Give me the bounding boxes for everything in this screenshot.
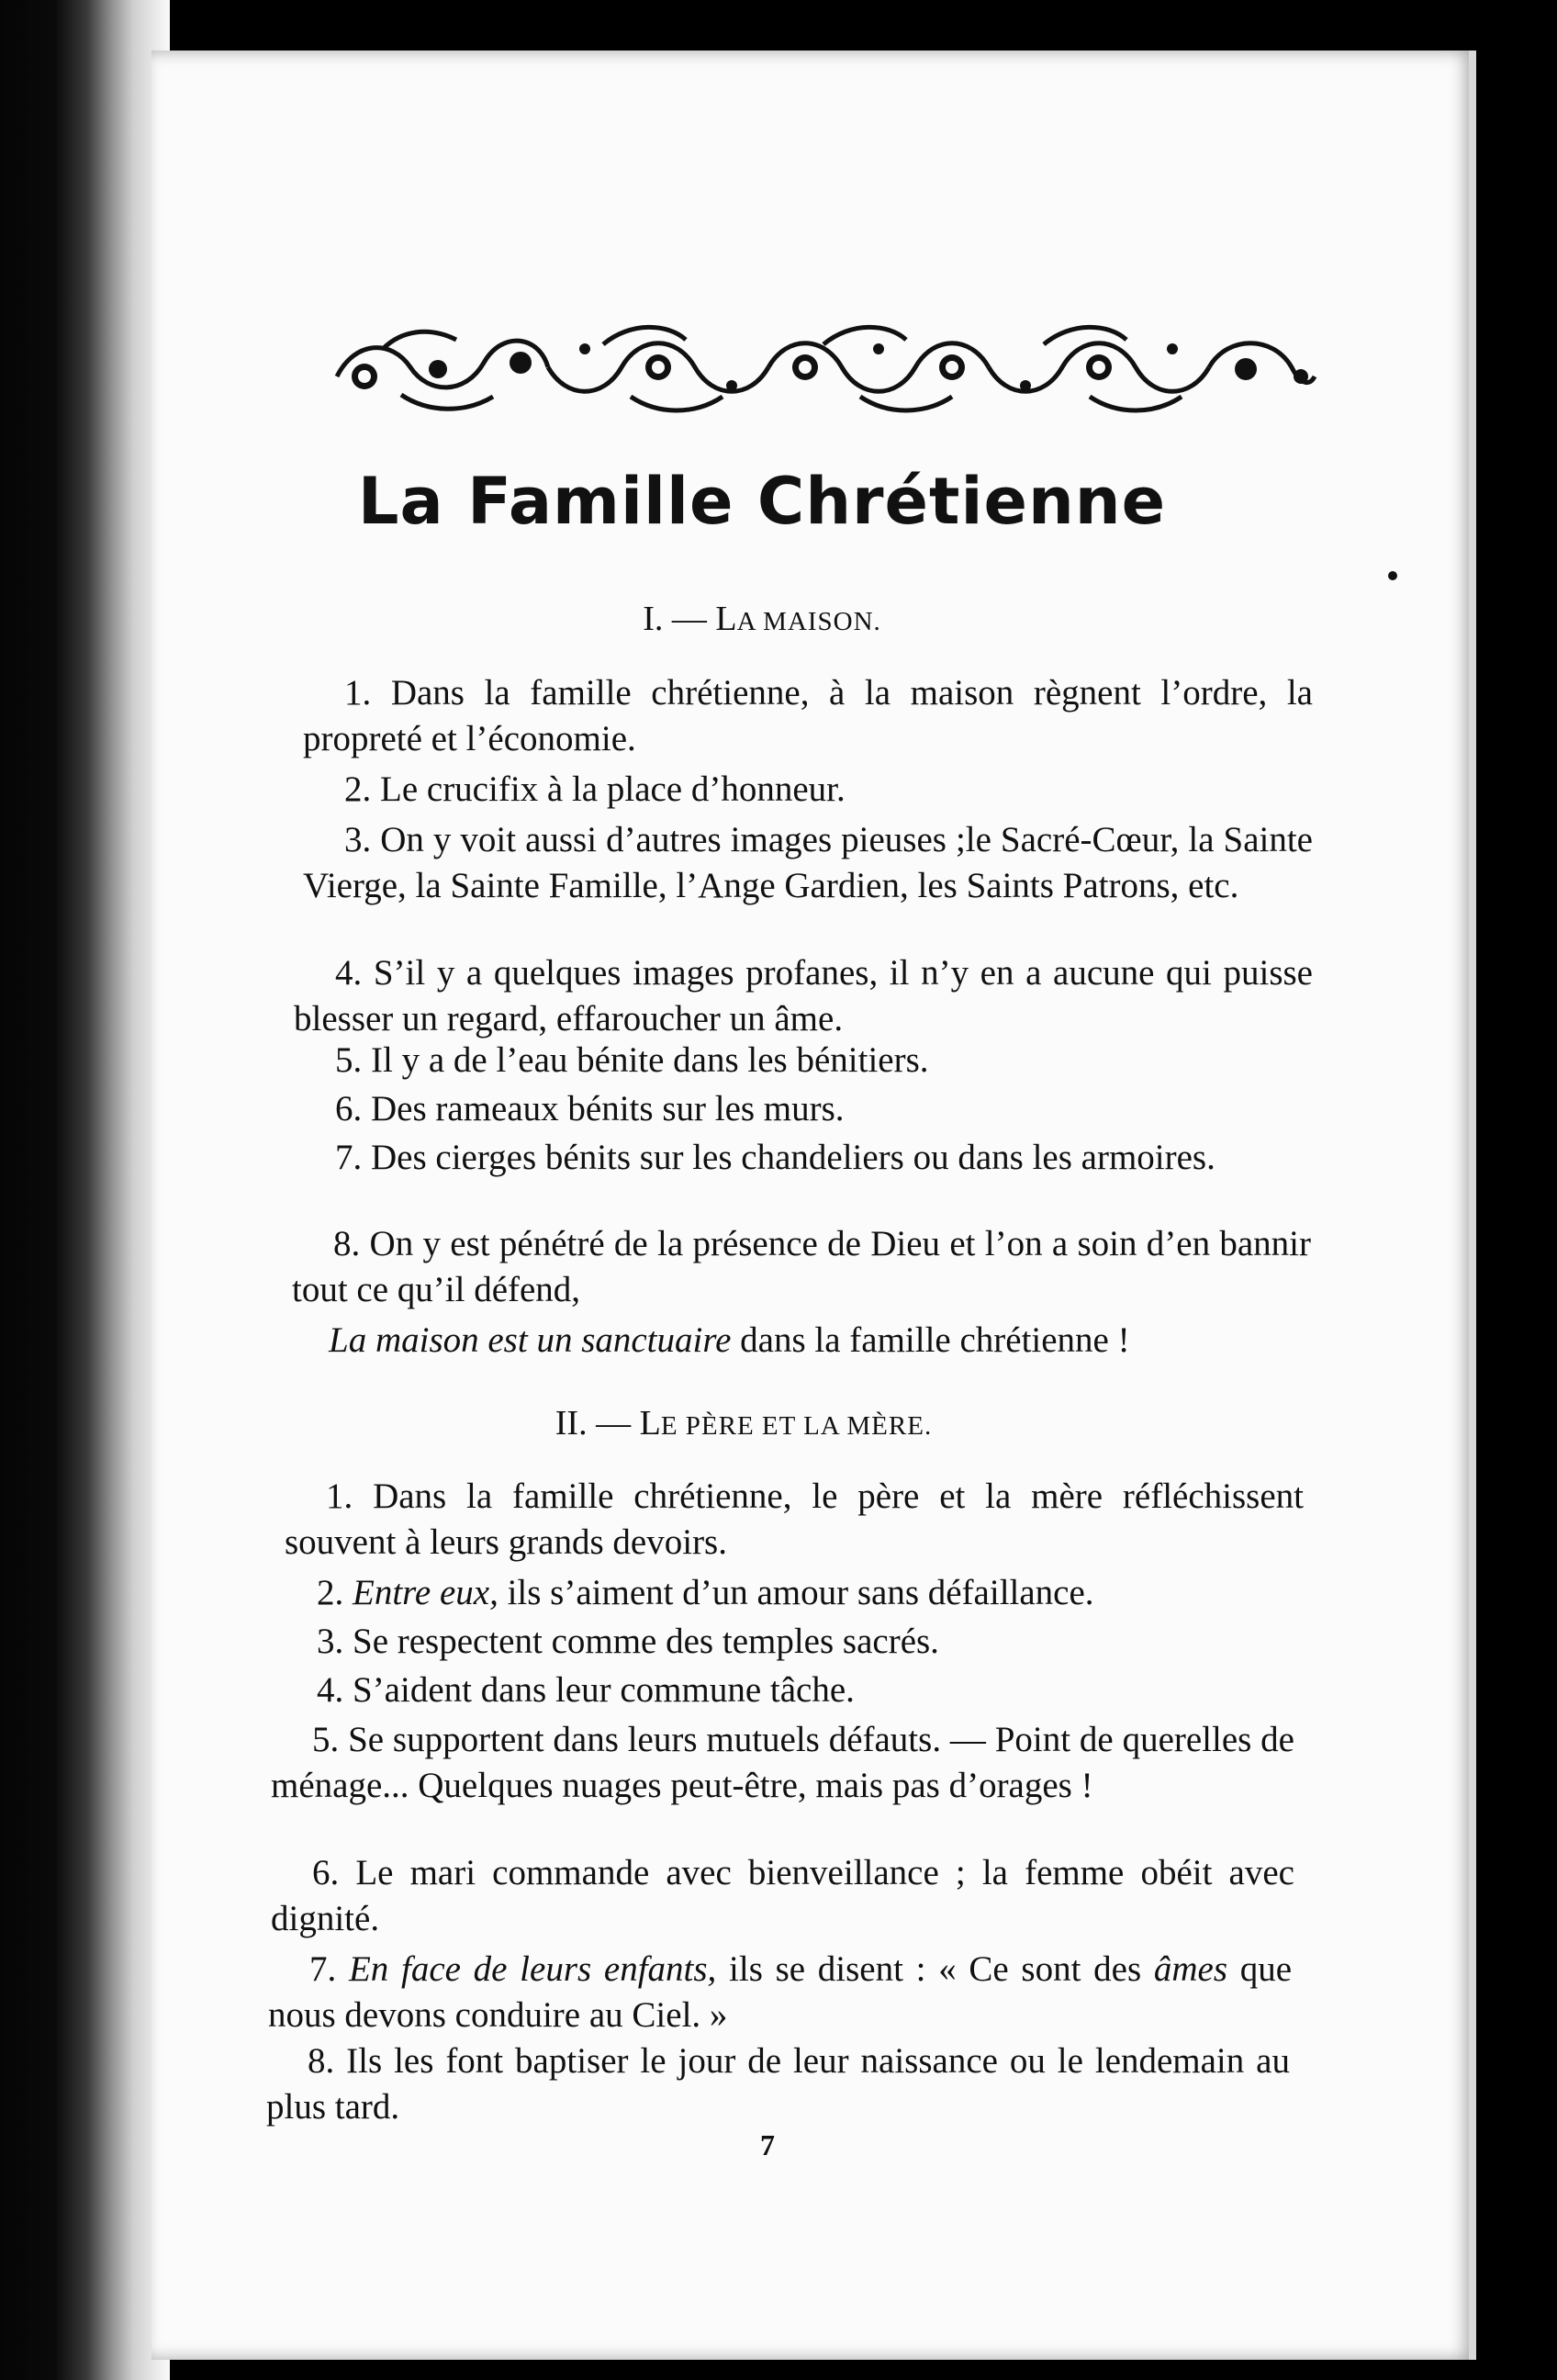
p2-italic: Entre eux,	[353, 1573, 498, 1612]
decorative-ornament-header	[328, 312, 1319, 422]
speck	[1388, 571, 1397, 580]
p7-rest-2: que nous devons conduire au Ciel. »	[268, 1949, 1293, 2035]
p7-italic: En face de leurs enfants,	[348, 1949, 717, 1989]
section-1-heading: A MAISON.	[736, 607, 881, 636]
section-1-initial: L	[715, 600, 737, 638]
paragraph-1-3: 3. On y voit aussi d’autres images pieuses ;le Sacré-Cœur, la Sainte Vierge, la Sainte Famille, l’Ange Gardien, les Saints Patrons, etc.	[303, 820, 1313, 905]
page-title: La Famille Chrétienne	[357, 464, 1167, 539]
p2-rest: ils s’aiment d’un amour sans défaillance.	[507, 1573, 1094, 1612]
closing-italic: La maison est un sanctuaire	[329, 1320, 732, 1360]
paragraph-1-5: 5. Il y a de l’eau bénite dans les bénitiers.	[335, 1040, 929, 1080]
section-heading-1	[303, 599, 1221, 639]
paragraph-1-1: 1. Dans la famille chrétienne, à la maison règnent l’ordre, la propreté et l’économie.	[303, 673, 1313, 758]
paragraph-2-2	[275, 1570, 1294, 1616]
book-spine	[0, 0, 170, 2380]
paragraph-1-closing	[292, 1318, 1311, 1364]
p7-italic-2: âmes	[1153, 1949, 1228, 1989]
paragraph-2-4: 4. S’aident dans leur commune tâche.	[317, 1670, 855, 1710]
p7-num: 7.	[309, 1949, 337, 1989]
closing-rest: dans la famille chrétienne !	[740, 1320, 1130, 1360]
paragraph-2-6: 6. Le mari commande avec bienveillance ; la femme obéit avec dignité.	[271, 1853, 1294, 1938]
section-2-initial: L	[639, 1404, 661, 1443]
paragraph-2-1: 1. Dans la famille chrétienne, le père et la mère réfléchissent souvent à leurs grands devoirs.	[285, 1476, 1304, 1562]
paragraph-2-5: 5. Se supportent dans leurs mutuels défauts. — Point de querelles de ménage... Quelques nuages peut-être, mais pas d’orages !	[271, 1720, 1294, 1805]
paragraph-1-6: 6. Des rameaux bénits sur les murs.	[335, 1089, 845, 1128]
section-heading-2	[285, 1403, 1203, 1443]
section-2-heading: E PÈRE ET LA MÈRE.	[660, 1411, 933, 1441]
paragraph-2-3: 3. Se respectent comme des temples sacrés.	[317, 1622, 939, 1661]
p2-num: 2.	[317, 1573, 344, 1612]
paragraph-2-8: 8. Ils les font baptiser le jour de leur naissance ou le lendemain au plus tard.	[266, 2041, 1290, 2127]
page-number: 7	[760, 2128, 775, 2161]
paragraph-1-7: 7. Des cierges bénits sur les chandeliers ou dans les armoires.	[335, 1138, 1215, 1177]
paragraph-2-7	[268, 1947, 1292, 2038]
section-1-number: I. —	[643, 600, 707, 638]
paragraph-1-2: 2. Le crucifix à la place d’honneur.	[344, 769, 846, 809]
paragraph-1-8: 8. On y est pénétré de la présence de Dieu et l’on a soin d’en bannir tout ce qu’il défend,	[292, 1224, 1311, 1309]
section-2-number: II. —	[554, 1404, 632, 1443]
page-edge	[1469, 51, 1476, 2360]
paragraph-1-4: 4. S’il y a quelques images profanes, il n’y en a aucune qui puisse blesser un regard, effaroucher un âme.	[294, 953, 1313, 1038]
p7-rest: ils se disent : « Ce sont des	[729, 1949, 1142, 1989]
